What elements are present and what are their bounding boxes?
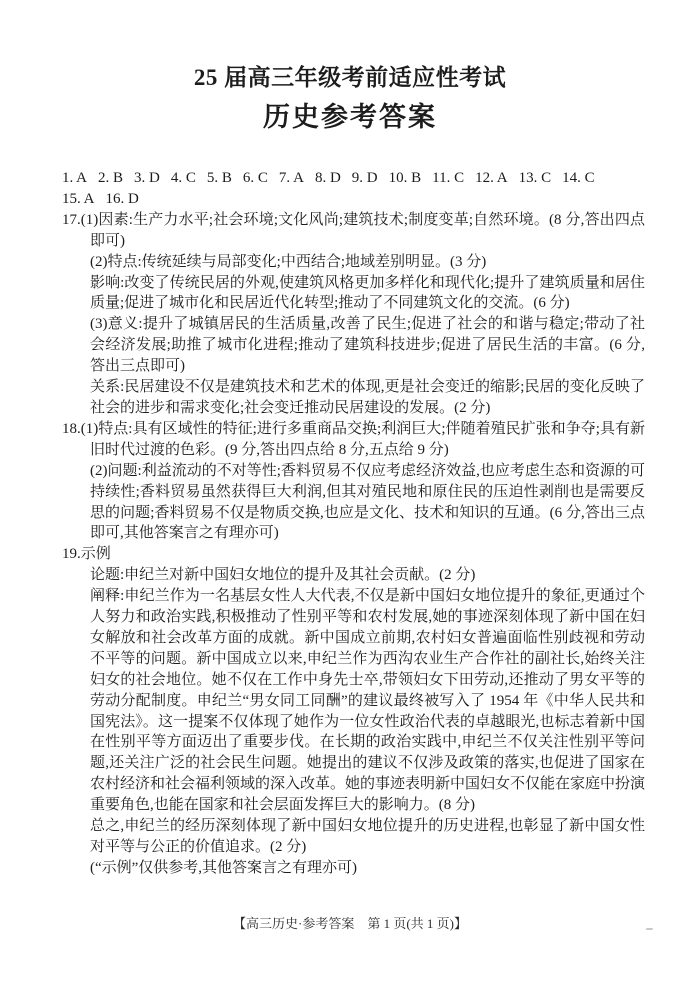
q17-para-features: (2)特点:传统延续与局部变化;中西结合;地域差别明显。(3 分) <box>90 253 487 270</box>
question-18-block <box>62 419 645 544</box>
answer-item: 6. C <box>242 170 268 186</box>
page-footer: 【高三历史·参考答案 第 1 页(共 1 页)】 <box>233 916 467 931</box>
q18-para-problems: (2)问题:利益流动的不对等性;香料贸易不仅应考虑经济效益,也应考虑生态和资源的可持续性;香料贸易虽然获得巨大利润,但其对殖民地和原住民的压迫性剥削也是需要反思的问题;香料贸易不仅是物质交换,也应是文化、技术和知识的互通。(6 分,答出三点即可,其他答案言之有理亦可) <box>90 462 645 542</box>
document-header <box>0 0 700 133</box>
q19-example-label: 示例 <box>80 546 111 563</box>
answer-item: 2. B <box>98 170 124 186</box>
question-19-number: 19. <box>62 546 81 563</box>
q19-para-example <box>62 544 645 565</box>
answer-item: 16. D <box>105 190 139 207</box>
q17-para-factors <box>62 210 645 252</box>
q19-para-note: (“示例”仅供参考,其他答案言之有理亦可) <box>90 859 358 876</box>
question-17-block <box>62 210 645 419</box>
question-19-block <box>62 544 645 879</box>
answer-item: 7. A <box>278 170 304 186</box>
exam-title: 25 届高三年级考前适应性考试 <box>193 65 507 90</box>
q19-para-thesis: 论题:申纪兰对新中国妇女地位的提升及其社会贡献。(2 分) <box>90 567 476 584</box>
answer-item: 1. A <box>62 170 88 186</box>
answer-item: 9. D <box>351 170 378 186</box>
q17-para-relation: 关系:民居建设不仅是建筑技术和艺术的体现,更是社会变迁的缩影;民居的变化反映了社会的进步和需求变化;社会变迁推动民居建设的发展。(2 分) <box>90 379 645 416</box>
q18-para-features <box>62 419 645 461</box>
answer-item: 12. A <box>475 170 508 186</box>
answer-item: 5. B <box>206 170 232 186</box>
answer-item: 8. D <box>314 170 341 186</box>
q17-para-significance: (3)意义:提升了城镇居民的生活质量,改善了民生;促进了社会的和谐与稳定;带动了社会经济发展;助推了城市化进程;推动了建筑科技进步;促进了居民生活的丰富。(6 分,答出三点即可) <box>90 316 645 375</box>
mc-answers-row-1 <box>62 168 645 189</box>
answer-item: 13. C <box>518 170 552 186</box>
answer-item: 15. A <box>62 190 95 207</box>
subject-answers-title: 历史参考答案 <box>263 101 437 132</box>
answers-body <box>62 168 645 879</box>
q18-features-text: (1)特点:具有区域性的特征;进行多重商品交换;利润巨大;伴随着殖民扩张和争夺;具有新旧时代过渡的色彩。(9 分,答出四点给 8 分,五点给 9 分) <box>80 420 645 458</box>
question-18-number: 18. <box>62 420 81 437</box>
answer-item: 3. D <box>134 170 160 186</box>
mc-answers-row-2 <box>62 189 645 210</box>
q19-para-conclusion: 总之,申纪兰的经历深刻体现了新中国妇女地位提升的历史进程,也彰显了新中国女性对平等与公正的价值追求。(2 分) <box>90 818 645 855</box>
answer-item: 10. B <box>388 170 422 186</box>
q17-factors-text: (1)因素:生产力水平;社会环境;文化风尚;建筑技术;制度变革;自然环境。(8 分,答出四点即可) <box>80 211 645 249</box>
scan-artifact <box>646 928 653 930</box>
question-17-number: 17. <box>62 211 81 228</box>
answer-item: 11. C <box>432 170 465 186</box>
answer-item: 4. C <box>170 170 196 186</box>
q17-para-influence: 影响:改变了传统民居的外观,使建筑风格更加多样化和现代化;提升了建筑质量和居住质量;促进了城市化和民居近代化转型;推动了不同建筑文化的交流。(6 分) <box>90 274 645 312</box>
answer-item: 14. C <box>562 170 595 186</box>
q19-para-explanation: 阐释:申纪兰作为一名基层女性人大代表,不仅是新中国妇女地位提升的象征,更通过个人努力和政治实践,积极推动了性别平等和农村发展,她的事迹深刻体现了新中国在妇女解放和社会改革方面的成就。新中国成立前期,农村妇女普遍面临性别歧视和劳动不平等的问题。新中国成立以来,申纪兰作为西沟农业生产合作社的副社长,始终关注妇女的社会地位。她不仅在工作中身先士卒,带领妇女下田劳动,还推动了男女平等的劳动分配制度。申纪兰“男女同工同酬”的建议最终被写入了 1954 年《中华人民共和国宪法》。这一提案不仅体现了她作为一位女性政治代表的卓越眼光,也标志着新中国在性别平等方面迈出了重要步伐。在长期的政治实践中,申纪兰不仅关注性别平等问题,还关注广泛的社会民生问题。她提出的建议不仅涉及政策的落实,也促进了国家在农村经济和社会福利领域的深入改革。她的事迹表明新中国妇女不仅能在家庭中扮演重要角色,也能在国家和社会层面发挥巨大的影响力。(8 分) <box>90 588 646 814</box>
